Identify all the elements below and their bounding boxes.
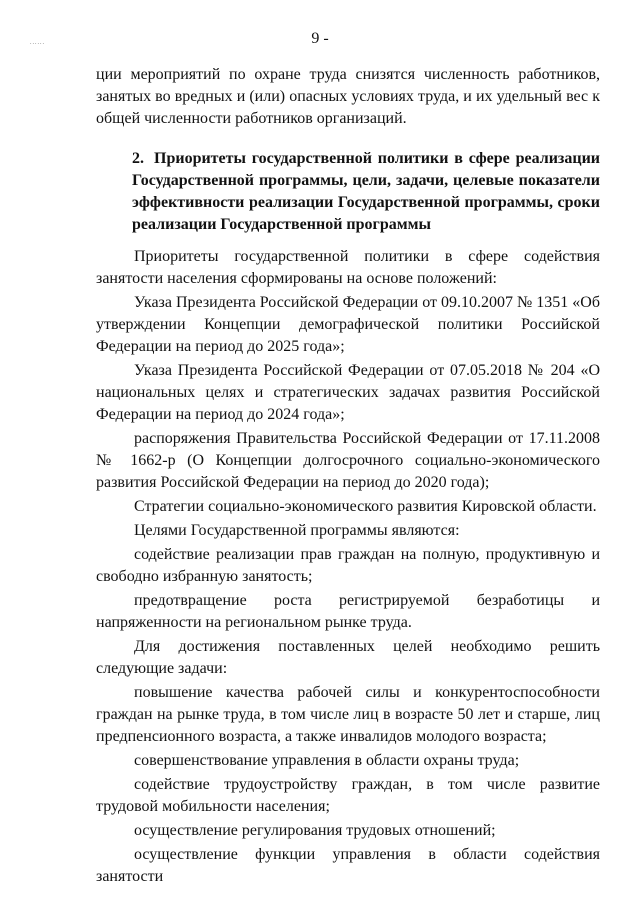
- paragraph: совершенствование управления в области охраны труда;: [134, 752, 520, 769]
- section-title: Приоритеты государственной политики в сфере реализации Государственной программы, цели, задачи, целевые показатели эффективности реализации Государственной программы, сроки реализации Государственной программы: [132, 150, 600, 233]
- paragraph: содействие реализации прав граждан на полную, продуктивную и свободно избранную занятость;: [96, 546, 600, 585]
- paragraph: Указа Президента Российской Федерации от 09.10.2007 № 1351 «Об утверждении Концепции демографической политики Российской Федерации на период до 2025 года»;: [96, 294, 600, 355]
- intro-block: [96, 64, 600, 130]
- paragraph: Стратегии социально-экономического развития Кировской области.: [134, 498, 597, 515]
- paragraph: содействие трудоустройству граждан, в том числе развитие трудовой мобильности населения;: [96, 776, 600, 815]
- paragraph: повышение качества рабочей силы и конкурентоспособности граждан на рынке труда, в том числе лиц в возрасте 50 лет и старше, лиц предпенсионного возраста, а также инвалидов молодого возраста;: [96, 684, 600, 745]
- paragraph: Указа Президента Российской Федерации от 07.05.2018 № 204 «О национальных целях и стратегических задачах развития Российской Федерации на период до 2024 года»;: [96, 362, 600, 423]
- paragraph: Для достижения поставленных целей необходимо решить следующие задачи:: [96, 638, 600, 677]
- section-number: 2.: [132, 150, 144, 167]
- corner-mark: ......: [30, 40, 45, 46]
- intro-paragraph: ции мероприятий по охране труда снизятся численность работников, занятых во вредных и (или) опасных условиях труда, и их удельный вес к общей численности работников организаций.: [96, 66, 600, 127]
- paragraph: осуществление регулирования трудовых отношений;: [134, 822, 496, 839]
- paragraph: Приоритеты государственной политики в сфере содействия занятости населения сформированы на основе положений:: [96, 248, 600, 287]
- paragraph: распоряжения Правительства Российской Федерации от 17.11.2008 № 1662-р (О Концепции долгосрочного социально-экономического развития Российской Федерации на период до 2020 года);: [96, 430, 600, 491]
- paragraph: осуществление функции управления в области содействия занятости: [96, 846, 600, 885]
- page-number: 9 -: [311, 30, 329, 47]
- main-text: [96, 246, 600, 890]
- paragraph: предотвращение роста регистрируемой безработицы и напряженности на региональном рынке труда.: [96, 592, 600, 631]
- section-heading: [132, 148, 600, 236]
- paragraph: Целями Государственной программы являются:: [134, 522, 460, 539]
